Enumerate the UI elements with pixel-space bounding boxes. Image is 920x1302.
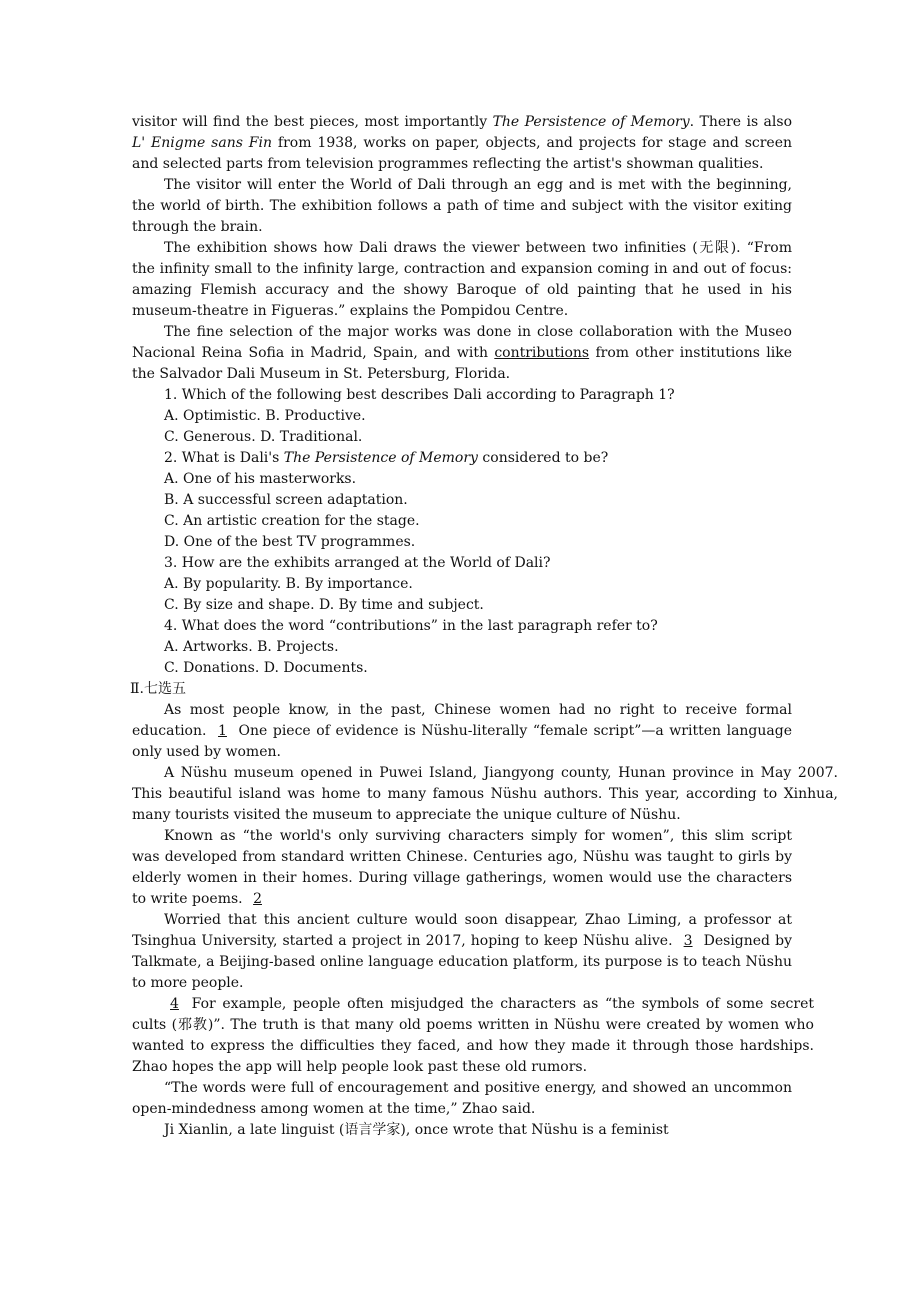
question-2-option-a: A. One of his masterworks. bbox=[164, 471, 357, 487]
document-body bbox=[130, 112, 838, 1141]
artwork-title-enigme: L' Enigme sans Fin bbox=[132, 135, 273, 151]
cloze-paragraph-3: Known as “the world's only surviving characters simply for women”, this slim script was developed from standard written Chinese. Centuries ago, Nüshu was taught to girls by elderly women in their homes. During village gatherings, women would use the characters to write poems. 2 bbox=[132, 828, 792, 907]
blank-3: 3 bbox=[683, 933, 693, 949]
cloze-paragraph-2: A Nüshu museum opened in Puwei Island, Jiangyong county, Hunan province in May 2007. This beautiful island was home to many famous Nüshu authors. This year, according to Xinhua, many tourists visited the museum to appreciate the unique culture of Nüshu. bbox=[132, 765, 838, 823]
cloze-paragraph-4: Worried that this ancient culture would soon disappear, Zhao Liming, a professor at Tsinghua University, started a project in 2017, hoping to keep Nüshu alive. 3 Designed by Talkmate, a Beijing-based online language education platform, its purpose is to teach Nüshu to more people. bbox=[132, 912, 792, 991]
question-2: 2. What is Dali's The Persistence of Memory considered to be? bbox=[164, 450, 609, 466]
blank-2: 2 bbox=[253, 891, 262, 907]
question-1-options-cd: C. Generous. D. Traditional. bbox=[164, 429, 363, 445]
question-2-option-c: C. An artistic creation for the stage. bbox=[164, 513, 420, 529]
underlined-word-contributions: contributions bbox=[494, 345, 590, 361]
question-2-option-d: D. One of the best TV programmes. bbox=[164, 534, 416, 550]
question-4-options-ab: A. Artworks. B. Projects. bbox=[164, 639, 339, 655]
question-4: 4. What does the word “contributions” in the last paragraph refer to? bbox=[164, 618, 658, 634]
cloze-paragraph-7: Ji Xianlin, a late linguist (语言学家), once wrote that Nüshu is a feminist bbox=[164, 1122, 669, 1138]
question-3: 3. How are the exhibits arranged at the World of Dali? bbox=[164, 555, 551, 571]
cloze-paragraph-5: 4 For example, people often misjudged the characters as “the symbols of some secret cults (邪教)”. The truth is that many old poems written in Nüshu were created by women who wanted to express the difficulties they faced, and how they made it through those hardships. Zhao hopes the app will help people look past these old rumors. bbox=[132, 996, 814, 1075]
blank-1: 1 bbox=[218, 723, 227, 739]
passage-a-intro: visitor will find the best pieces, most importantly The Persistence of Memory. There is also L' Enigme sans Fin from 1938, works on paper, objects, and projects for stage and screen and selected parts from television programmes reflecting the artist's showman qualities. bbox=[132, 114, 792, 172]
question-3-options-cd: C. By size and shape. D. By time and subject. bbox=[164, 597, 484, 613]
question-3-options-ab: A. By popularity. B. By importance. bbox=[164, 576, 413, 592]
question-2-option-b: B. A successful screen adaptation. bbox=[164, 492, 408, 508]
question-1: 1. Which of the following best describes Dali according to Paragraph 1? bbox=[164, 387, 675, 403]
passage-a-paragraph-4: The fine selection of the major works was done in close collaboration with the Museo Nacional Reina Sofia in Madrid, Spain, and with contributions from other institutions like the Salvador Dali Museum in St. Petersburg, Florida. bbox=[132, 324, 792, 382]
cloze-paragraph-1: As most people know, in the past, Chinese women had no right to receive formal education. 1 One piece of evidence is Nüshu-literally “female script”—a written language only used by women. bbox=[132, 702, 792, 760]
cloze-paragraph-6: “The words were full of encouragement and positive energy, and showed an uncommon open-mindedness among women at the time,” Zhao said. bbox=[132, 1080, 792, 1117]
passage-a-paragraph-2: The visitor will enter the World of Dali through an egg and is met with the beginning, the world of birth. The exhibition follows a path of time and subject with the visitor exiting through the brain. bbox=[132, 177, 792, 235]
question-4-options-cd: C. Donations. D. Documents. bbox=[164, 660, 368, 676]
question-1-options-ab: A. Optimistic. B. Productive. bbox=[164, 408, 366, 424]
artwork-title-persistence: The Persistence of Memory bbox=[492, 114, 690, 130]
passage-a-paragraph-3: The exhibition shows how Dali draws the viewer between two infinities (无限). “From the infinity small to the infinity large, contraction and expansion coming in and out of focus: amazing Flemish accuracy and the showy Baroque of old painting that he used in his museum-theatre in Figueras.” explains the Pompidou Centre. bbox=[132, 240, 792, 319]
blank-4: 4 bbox=[170, 996, 179, 1012]
section-heading: Ⅱ.七选五 bbox=[130, 681, 186, 697]
